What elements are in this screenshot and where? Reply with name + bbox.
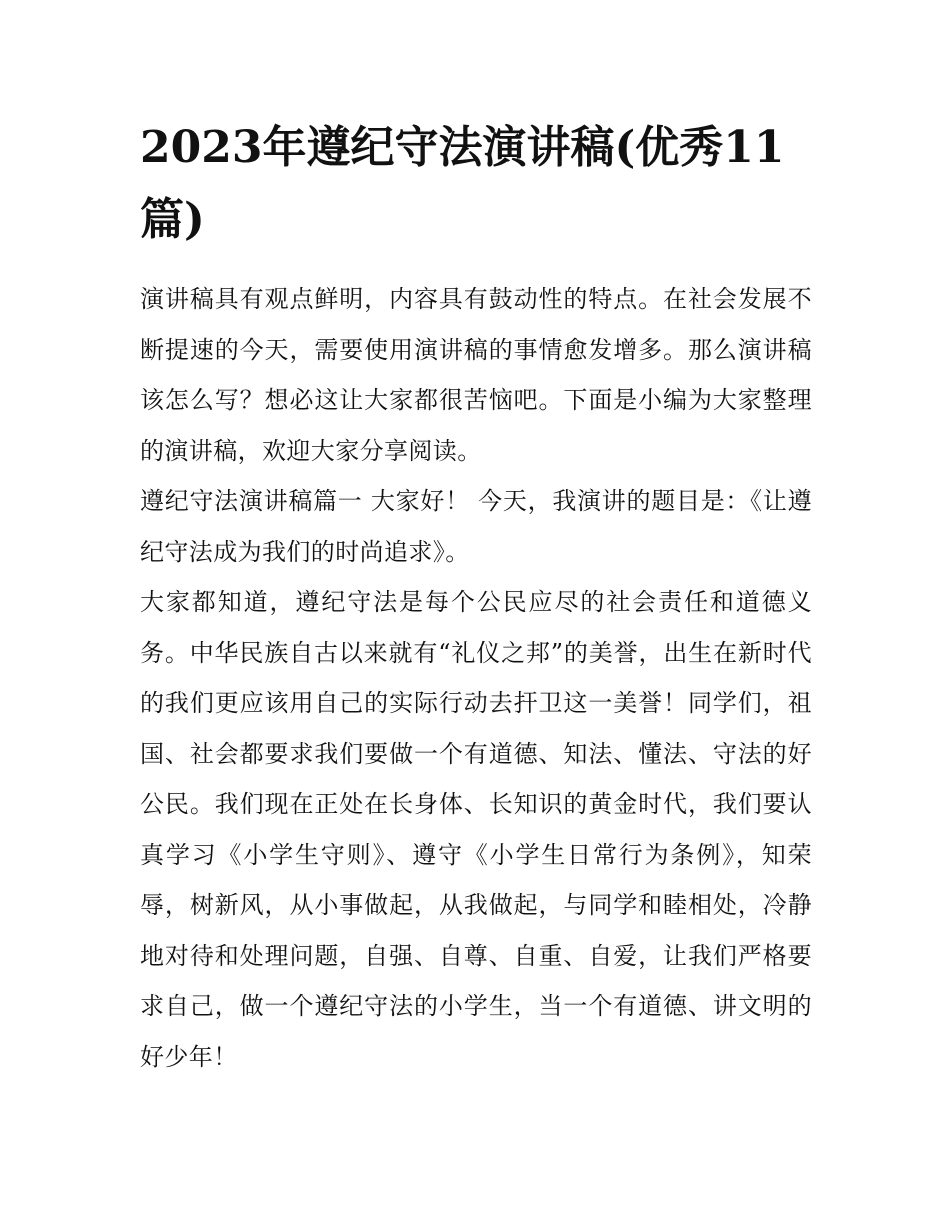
- document-title: 2023年遵纪守法演讲稿(优秀11篇): [140, 122, 785, 245]
- document-body: [140, 112, 812, 1082]
- paragraph-greeting: 遵纪守法演讲稿篇一 大家好！ 今天，我演讲的题目是：《让遵纪守法成为我们的时尚追求》。: [140, 487, 812, 566]
- paragraph-body: 大家都知道，遵纪守法是每个公民应尽的社会责任和道德义务。中华民族自古以来就有“礼仪之邦”的美誉，出生在新时代的我们更应该用自己的实际行动去扞卫这一美誉！同学们，祖国、社会都要求我们要做一个有道德、知法、懂法、守法的好公民。我们现在正处在长身体、长知识的黄金时代，我们要认真学习《小学生守则》、遵守《小学生日常行为条例》，知荣辱，树新风，从小事做起，从我做起，与同学和睦相处，冷静地对待和处理问题，自强、自尊、自重、自爱，让我们严格要求自己，做一个遵纪守法的小学生，当一个有道德、讲文明的好少年！: [140, 588, 812, 1071]
- paragraph-intro: 演讲稿具有观点鲜明，内容具有鼓动性的特点。在社会发展不断提速的今天，需要使用演讲稿的事情愈发增多。那么演讲稿该怎么写？想必这让大家都很苦恼吧。下面是小编为大家整理的演讲稿，欢迎大家分享阅读。: [140, 285, 812, 465]
